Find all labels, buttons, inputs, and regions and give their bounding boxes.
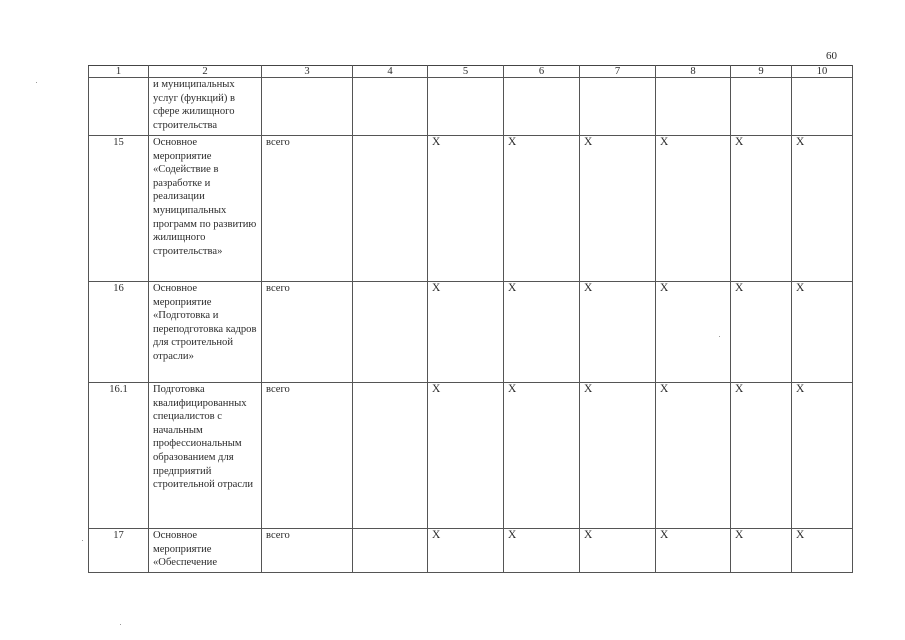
value-cell — [731, 78, 792, 136]
table-row — [89, 529, 853, 573]
activity-name-cell: и муниципальных услуг (функций) в сфере жилищного строительства — [149, 78, 262, 136]
column-number-header: 5 — [428, 66, 504, 78]
value-cell: Х — [731, 383, 792, 529]
scan-speck — [36, 82, 37, 83]
funding-source-cell: всего — [262, 282, 353, 383]
value-cell: Х — [731, 282, 792, 383]
row-number-cell: 16 — [89, 282, 149, 383]
value-cell: Х — [656, 282, 731, 383]
table-row — [89, 136, 853, 282]
table-row — [89, 78, 853, 136]
funding-source-cell: всего — [262, 529, 353, 573]
value-cell: Х — [428, 282, 504, 383]
column-number-header-row — [89, 66, 853, 78]
value-cell: Х — [428, 529, 504, 573]
column-number-header: 1 — [89, 66, 149, 78]
column-number-header: 3 — [262, 66, 353, 78]
funding-source-cell — [262, 78, 353, 136]
value-cell: Х — [504, 529, 580, 573]
funding-source-cell: всего — [262, 136, 353, 282]
activity-name-cell: Подготовка квалифицированных специалистов с начальным профессиональным образованием для предприятий строительной отрасли — [149, 383, 262, 529]
value-cell: Х — [504, 282, 580, 383]
value-cell: Х — [580, 529, 656, 573]
value-cell: Х — [792, 383, 853, 529]
value-cell: Х — [428, 383, 504, 529]
value-cell — [428, 78, 504, 136]
value-cell: Х — [656, 136, 731, 282]
value-cell: Х — [580, 383, 656, 529]
column-number-header: 6 — [504, 66, 580, 78]
value-cell: Х — [656, 529, 731, 573]
column-number-header: 8 — [656, 66, 731, 78]
funding-source-cell: всего — [262, 383, 353, 529]
value-cell: Х — [731, 529, 792, 573]
scan-speck — [120, 624, 121, 625]
scan-speck — [82, 540, 83, 541]
value-cell — [353, 78, 428, 136]
value-cell: Х — [656, 383, 731, 529]
value-cell — [353, 136, 428, 282]
value-cell: Х — [792, 529, 853, 573]
value-cell: Х — [504, 136, 580, 282]
value-cell: Х — [504, 383, 580, 529]
value-cell — [656, 78, 731, 136]
value-cell: Х — [580, 282, 656, 383]
value-cell — [504, 78, 580, 136]
scan-speck — [719, 336, 720, 337]
value-cell: Х — [580, 136, 656, 282]
activity-name-cell: Основное мероприятие «Содействие в разработке и реализации муниципальных программ по развитию жилищного строительства» — [149, 136, 262, 282]
value-cell — [353, 383, 428, 529]
table-row — [89, 282, 853, 383]
page-number: 60 — [826, 50, 837, 62]
table-row — [89, 383, 853, 529]
row-number-cell — [89, 78, 149, 136]
row-number-cell: 15 — [89, 136, 149, 282]
value-cell — [792, 78, 853, 136]
program-activities-table — [88, 65, 853, 573]
value-cell: Х — [792, 136, 853, 282]
value-cell: Х — [428, 136, 504, 282]
value-cell — [353, 529, 428, 573]
activity-name-cell: Основное мероприятие «Подготовка и переподготовка кадров для строительной отрасли» — [149, 282, 262, 383]
activity-name-cell: Основное мероприятие «Обеспечение — [149, 529, 262, 573]
column-number-header: 4 — [353, 66, 428, 78]
value-cell — [580, 78, 656, 136]
column-number-header: 10 — [792, 66, 853, 78]
column-number-header: 2 — [149, 66, 262, 78]
value-cell: Х — [792, 282, 853, 383]
value-cell — [353, 282, 428, 383]
column-number-header: 7 — [580, 66, 656, 78]
column-number-header: 9 — [731, 66, 792, 78]
row-number-cell: 16.1 — [89, 383, 149, 529]
value-cell: Х — [731, 136, 792, 282]
row-number-cell: 17 — [89, 529, 149, 573]
